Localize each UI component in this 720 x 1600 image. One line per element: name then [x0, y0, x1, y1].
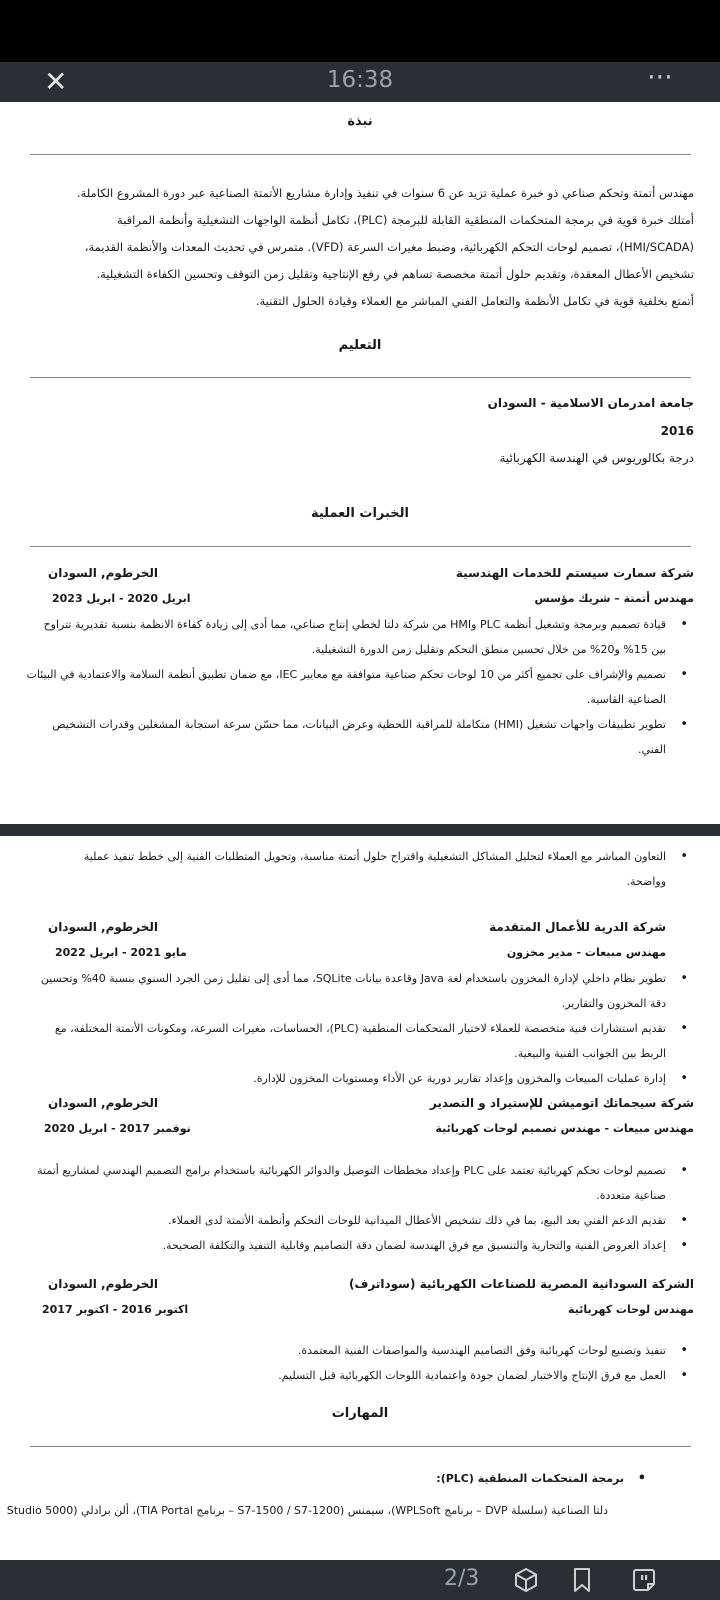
close-icon[interactable]: ✕: [44, 65, 68, 98]
job-location: الخرطوم, السودان: [48, 920, 158, 934]
job-dates: مايو 2021 - ابريل 2022: [55, 946, 187, 959]
divider: [30, 377, 691, 378]
summary-heading: نبذة: [347, 114, 373, 129]
job-location: الخرطوم, السودان: [48, 1277, 158, 1291]
job-company: الشركة السودانية المصرية للصناعات الكهربائية (سوداترف): [348, 1277, 694, 1291]
edit-note-icon[interactable]: [630, 1566, 658, 1594]
job-dates: نوفمبر 2017 - ابريل 2020: [44, 1122, 191, 1135]
list-item: • تصميم لوحات تحكم كهربائية تعتمد على PLC وإعداد مخططات التوصيل والدوائر الكهربائية باستخدام برامج التصميم الهندسي لمشاريع أتمتة صناعية متعددة.: [37, 1163, 688, 1202]
list-item: • تصميم والإشراف على تجميع أكثر من 10 لوحات تحكم صناعية متوافقة مع معايير IEC، مع ضمان تطبيق أنظمة السلامة والاعتمادية في البيئات الصناعية القاسية.: [26, 667, 688, 706]
document-page-2: [0, 836, 720, 1560]
list-item: • العمل مع فرق الإنتاج والاختبار لضمان جودة واعتمادية اللوحات الكهربائية قبل التسليم.: [278, 1368, 688, 1383]
summary-line: أمتلك خبرة قوية في برمجة المتحكمات المنطقية القابلة للبرمجة (PLC)، تكامل أنظمة الواجهات التشغيلية وأنظمة المراقبة: [117, 213, 694, 227]
education-year: 2016: [660, 424, 694, 438]
job-role: مهندس أتمتة – شريك مؤسس: [534, 592, 694, 605]
job-location: الخرطوم, السودان: [48, 1096, 158, 1110]
divider: [30, 1446, 691, 1447]
job-role: مهندس مبيعات - مدير مخزون: [506, 946, 666, 959]
job-dates: ابريل 2020 - ابريل 2023: [52, 592, 191, 605]
skills-heading: المهارات: [331, 1406, 389, 1421]
job-bullets: [26, 966, 688, 1091]
job-dates: اكتوبر 2016 - اكتوبر 2017: [42, 1303, 189, 1316]
list-item: • تقديم استشارات فنية متخصصة للعملاء لاختيار المتحكمات المنطقية (PLC)، الحساسات، مغيرات السرعة، ومكونات الأتمتة المختلفة، مع الربط بين الجوانب الفنية والبيعية.: [54, 1021, 688, 1060]
job-company: شركة سيجماتك اتوميشن للإستيراد و التصدير: [429, 1096, 694, 1110]
bookmark-icon[interactable]: [568, 1566, 596, 1594]
page-separator: [0, 824, 720, 836]
status-bar: [0, 0, 720, 62]
job-role: مهندس لوحات كهربائية: [568, 1303, 694, 1316]
document-page-1: [0, 102, 720, 824]
job-company: شركة سمارت سيستم للخدمات الهندسية: [455, 566, 694, 580]
divider: [30, 546, 691, 547]
viewer-toolbar: [0, 62, 720, 102]
list-item: • تقديم الدعم الفني بعد البيع، بما في ذلك تشخيص الأعطال الميدانية للوحات التحكم وأنظمة الأتمتة لدى العملاء.: [168, 1213, 688, 1228]
job-company: شركة الدرية للأعمال المتقدمة: [489, 920, 666, 934]
education-school: جامعة امدرمان الاسلامية - السودان: [487, 396, 694, 410]
list-item: • برمجة المتحكمات المنطقية (PLC):: [436, 1471, 646, 1486]
job-bullets: [26, 1158, 688, 1258]
education-degree: درجة بكالوريوس في الهندسة الكهربائية: [499, 451, 694, 465]
job-bullets: [46, 844, 688, 894]
list-item: • تطوير نظام داخلي لإدارة المخزون باستخدام لغة Java وقاعدة بيانات SQLite، مما أدى إلى تقليل زمن الجرد السنوي بنسبة 40% وتحسين دقة المخزون والتقارير.: [40, 971, 688, 1010]
job-bullets: [26, 1338, 688, 1388]
list-item: • تطوير تطبيقات واجهات تشغيل (HMI) متكاملة للمراقبة اللحظية وعرض البيانات، مما حسّن سرعة استجابة المشغلين وقدرات التشخيص الفني.: [52, 717, 688, 756]
summary-line: مهندس أتمتة وتحكم صناعي ذو خبرة عملية تزيد عن 6 سنوات في تنفيذ وإدارة مشاريع الأتمتة الصناعية عبر دورة المشروع الكاملة.: [76, 186, 694, 200]
summary-line: تشخيص الأعطال المعقدة، وتقديم حلول أتمتة مخصصة تساهم في رفع الإنتاجية وتقليل زمن التوقف وتحسين الكفاءة التشغيلية.: [96, 267, 694, 281]
skills-list: [64, 1466, 646, 1491]
more-options-icon[interactable]: ⋯: [647, 62, 674, 92]
viewer-bottom-bar: [0, 1560, 720, 1600]
list-item: • قيادة تصميم وبرمجة وتشغيل أنظمة PLC وHMI من شركة دلتا لخطي إنتاج صناعي، مما أدى إلى زيادة كفاءة الانظمة بنسبة تقديرية تتراوح بين 15% و20% من خلال تحسين منطق التحكم وتقليل زمن الدورة التشغيلية.: [43, 617, 688, 656]
summary-text: [14, 180, 694, 315]
page-indicator: 2/3: [444, 1566, 480, 1591]
list-item: • التعاون المباشر مع العملاء لتحليل المشاكل التشغيلية واقتراح حلول أتمتة مناسبة، وتحويل المتطلبات الفنية إلى خطط تنفيذ عملية وواضحة.: [83, 849, 688, 888]
job-bullets: [26, 612, 688, 762]
skill-detail: دلتا الصناعية (سلسلة DVP – برنامج WPLSoft)، سيمنس (S7-1500 / S7-1200 – برنامج TIA Portal)، ألن برادلي (Studio 5000: [6, 1504, 608, 1517]
clock: 16:38: [326, 67, 394, 93]
divider: [30, 154, 691, 155]
list-item: • إدارة عمليات المبيعات والمخزون وإعداد تقارير دورية عن الأداء ومستويات المخزون للإدارة.: [253, 1071, 688, 1086]
list-item: • إعداد العروض الفنية والتجارية والتنسيق مع فرق الهندسة لضمان دقة التصاميم وقابلية التنفيذ والتكلفة الصحيحة.: [162, 1238, 688, 1253]
summary-line: أتمتع بخلفية قوية في تكامل الأنظمة والتعامل الفني المباشر مع العملاء وقيادة الحلول التقنية.: [255, 294, 694, 308]
education-heading: التعليم: [338, 338, 382, 353]
experience-heading: الخبرات العملية: [310, 506, 410, 521]
list-item: • تنفيذ وتصنيع لوحات كهربائية وفق التصاميم الهندسية والمواصفات الفنية المعتمدة.: [297, 1343, 688, 1358]
job-location: الخرطوم, السودان: [48, 566, 158, 580]
job-role: مهندس مبيعات - مهندس تصميم لوحات كهربائية: [435, 1122, 694, 1135]
summary-line: (HMI/SCADA)، تصميم لوحات التحكم الكهربائية، وضبط مغيرات السرعة (VFD). متمرس في تحديث المعدات والأنظمة القديمة،: [84, 240, 694, 254]
cube-icon[interactable]: [512, 1566, 540, 1594]
